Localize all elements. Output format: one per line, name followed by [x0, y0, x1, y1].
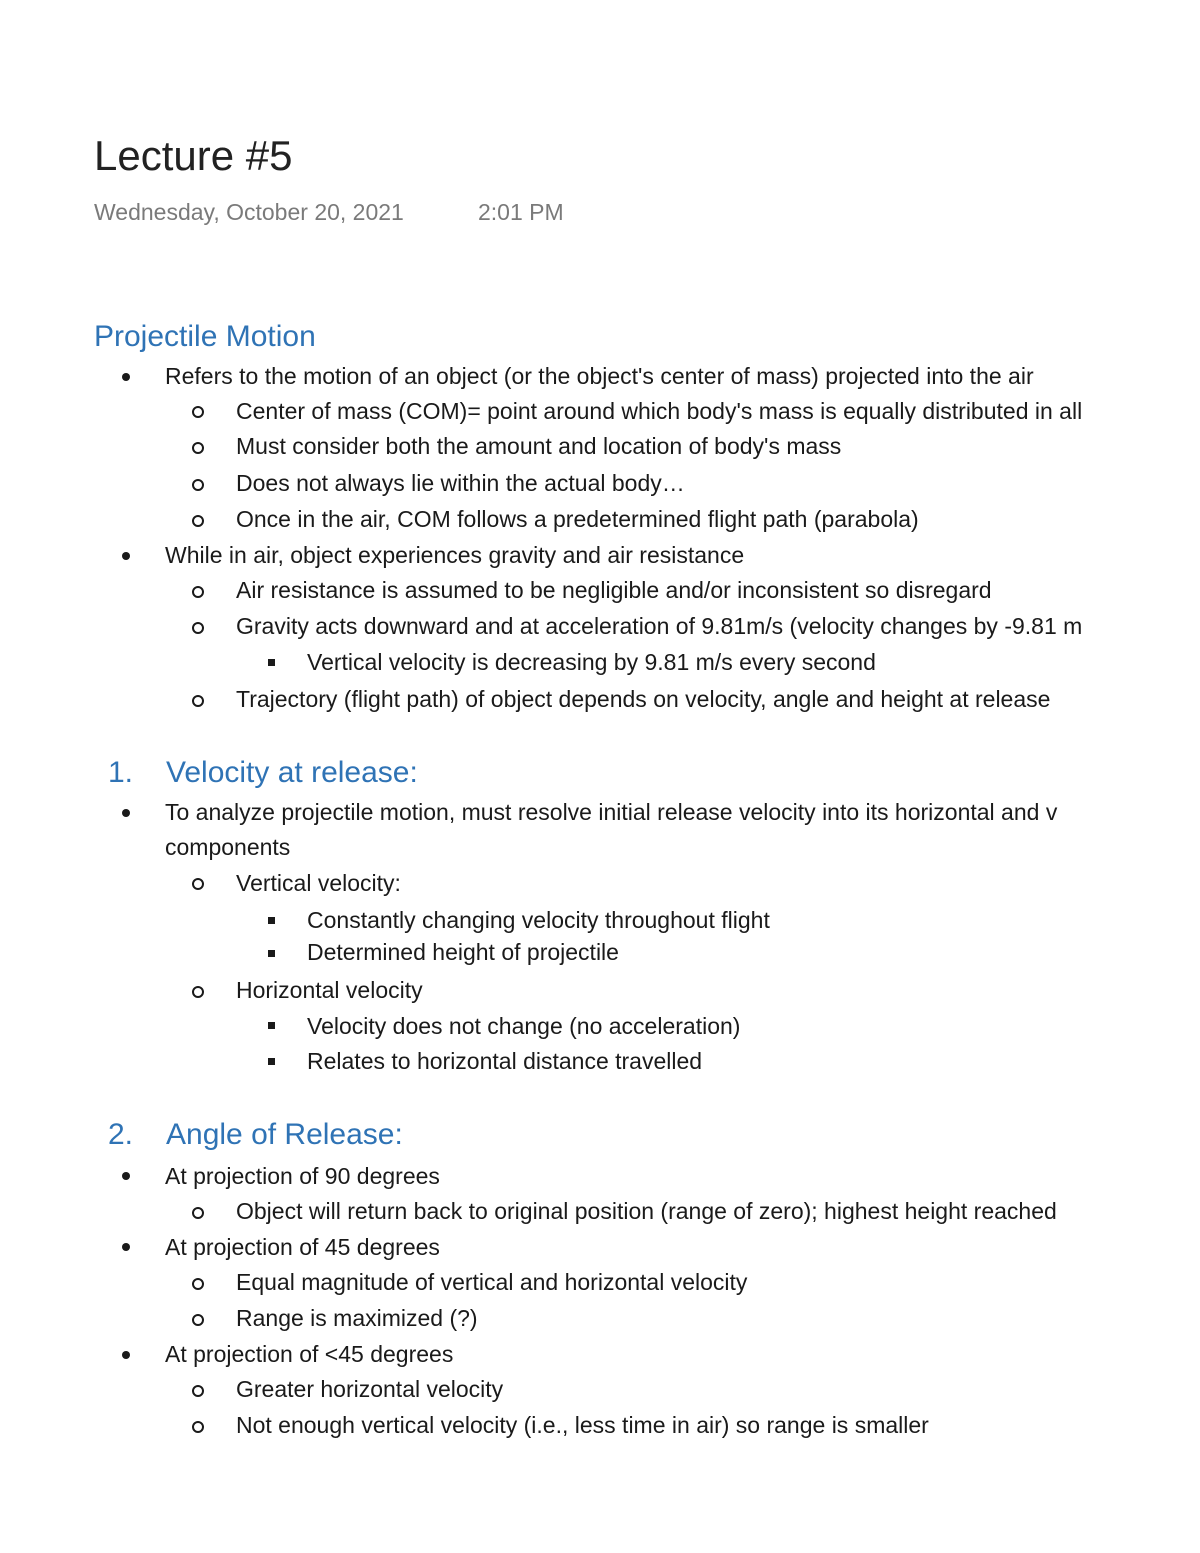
- list-item: At projection of 90 degrees: [165, 1163, 440, 1189]
- list-item: Does not always lie within the actual body…: [236, 470, 685, 496]
- bullet-marker: [122, 373, 130, 381]
- list-item: Gravity acts downward and at acceleration of 9.81m/s (velocity changes by -9.81 m: [236, 613, 1083, 639]
- section-heading-angle-of-release: [108, 1118, 403, 1152]
- list-item: Trajectory (flight path) of object depends on velocity, angle and height at release: [236, 686, 1051, 712]
- list-item: Must consider both the amount and location of body's mass: [236, 433, 842, 459]
- square-marker: [268, 1022, 275, 1029]
- circle-marker: [192, 515, 204, 527]
- square-marker: [268, 1058, 275, 1065]
- bullet-marker: [122, 1172, 130, 1180]
- list-item: Relates to horizontal distance travelled: [307, 1048, 703, 1074]
- section-heading-projectile-motion: Projectile Motion: [94, 320, 316, 353]
- section-heading-velocity-at-release: [108, 756, 418, 790]
- list-item-continuation: components: [165, 834, 291, 860]
- page-date: Wednesday, October 20, 2021: [94, 199, 404, 225]
- section-title: Velocity at release:: [166, 756, 418, 789]
- circle-marker: [192, 622, 204, 634]
- square-marker: [268, 950, 275, 957]
- bullet-marker: [122, 809, 130, 817]
- list-item: Vertical velocity:: [236, 870, 401, 896]
- list-item: Once in the air, COM follows a predetermined flight path (parabola): [236, 506, 919, 532]
- circle-marker: [192, 878, 204, 890]
- list-item: At projection of <45 degrees: [165, 1341, 454, 1367]
- circle-marker: [192, 1278, 204, 1290]
- circle-marker: [192, 1314, 204, 1326]
- circle-marker: [192, 479, 204, 491]
- list-item: Not enough vertical velocity (i.e., less time in air) so range is smaller: [236, 1412, 929, 1438]
- list-item: Horizontal velocity: [236, 977, 423, 1003]
- square-marker: [268, 917, 275, 924]
- circle-marker: [192, 695, 204, 707]
- page-time: 2:01 PM: [478, 199, 564, 225]
- list-item: Equal magnitude of vertical and horizontal velocity: [236, 1269, 748, 1295]
- list-item: Velocity does not change (no acceleration): [307, 1013, 741, 1039]
- circle-marker: [192, 1385, 204, 1397]
- circle-marker: [192, 1421, 204, 1433]
- list-item: At projection of 45 degrees: [165, 1234, 440, 1260]
- list-item: Object will return back to original position (range of zero); highest height reached: [236, 1198, 1057, 1224]
- bullet-marker: [122, 1243, 130, 1251]
- section-number: 2.: [108, 1118, 134, 1151]
- bullet-marker: [122, 1351, 130, 1359]
- list-item: Air resistance is assumed to be negligible and/or inconsistent so disregard: [236, 577, 992, 603]
- list-item: While in air, object experiences gravity and air resistance: [165, 542, 745, 568]
- square-marker: [268, 659, 275, 666]
- list-item: Range is maximized (?): [236, 1305, 478, 1331]
- bullet-marker: [122, 552, 130, 560]
- list-item: Determined height of projectile: [307, 939, 619, 965]
- list-item: Greater horizontal velocity: [236, 1376, 504, 1402]
- circle-marker: [192, 406, 204, 418]
- list-item: Constantly changing velocity throughout flight: [307, 907, 770, 933]
- circle-marker: [192, 586, 204, 598]
- page-title: Lecture #5: [94, 132, 293, 179]
- circle-marker: [192, 442, 204, 454]
- section-number: 1.: [108, 756, 134, 789]
- circle-marker: [192, 986, 204, 998]
- list-item: Refers to the motion of an object (or the object's center of mass) projected into the air: [165, 363, 1034, 389]
- section-title: Angle of Release:: [166, 1118, 403, 1151]
- list-item: To analyze projectile motion, must resolve initial release velocity into its horizontal and v: [165, 799, 1058, 825]
- list-item: Vertical velocity is decreasing by 9.81 m/s every second: [307, 649, 876, 675]
- list-item: Center of mass (COM)= point around which body's mass is equally distributed in all: [236, 398, 1083, 424]
- circle-marker: [192, 1207, 204, 1219]
